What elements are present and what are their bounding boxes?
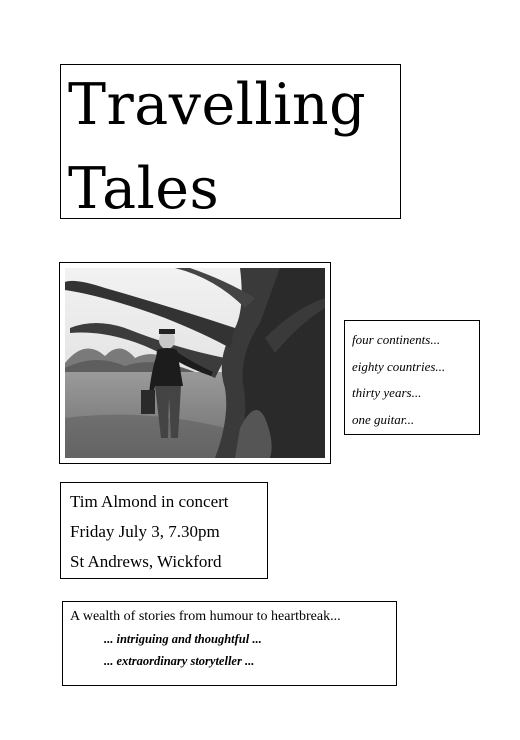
title-line-1: Travelling: [68, 72, 367, 138]
event-performer: Tim Almond in concert: [70, 492, 229, 511]
tagline: thirty years...: [352, 385, 422, 400]
tagline: eighty countries...: [352, 358, 446, 374]
concert-photo: [59, 262, 331, 464]
photo-man-with-guitar-by-tree-icon: [65, 268, 325, 458]
event-details-box: [60, 482, 268, 579]
title-line-2: Tales: [68, 156, 220, 222]
blurb-text: A wealth of stories from humour to heartbreak...: [70, 609, 341, 624]
title-box: [60, 64, 401, 222]
tagline: one guitar...: [352, 411, 415, 427]
review-quote: ... extraordinary storyteller ...: [104, 654, 255, 668]
review-quote: ... intriguing and thoughtful ...: [104, 632, 262, 646]
tagline: four continents...: [352, 332, 441, 347]
tagline-box: [344, 320, 480, 435]
event-venue: St Andrews, Wickford: [70, 552, 222, 571]
event-date-time: Friday July 3, 7.30pm: [70, 522, 220, 541]
blurb-box: [62, 601, 397, 686]
